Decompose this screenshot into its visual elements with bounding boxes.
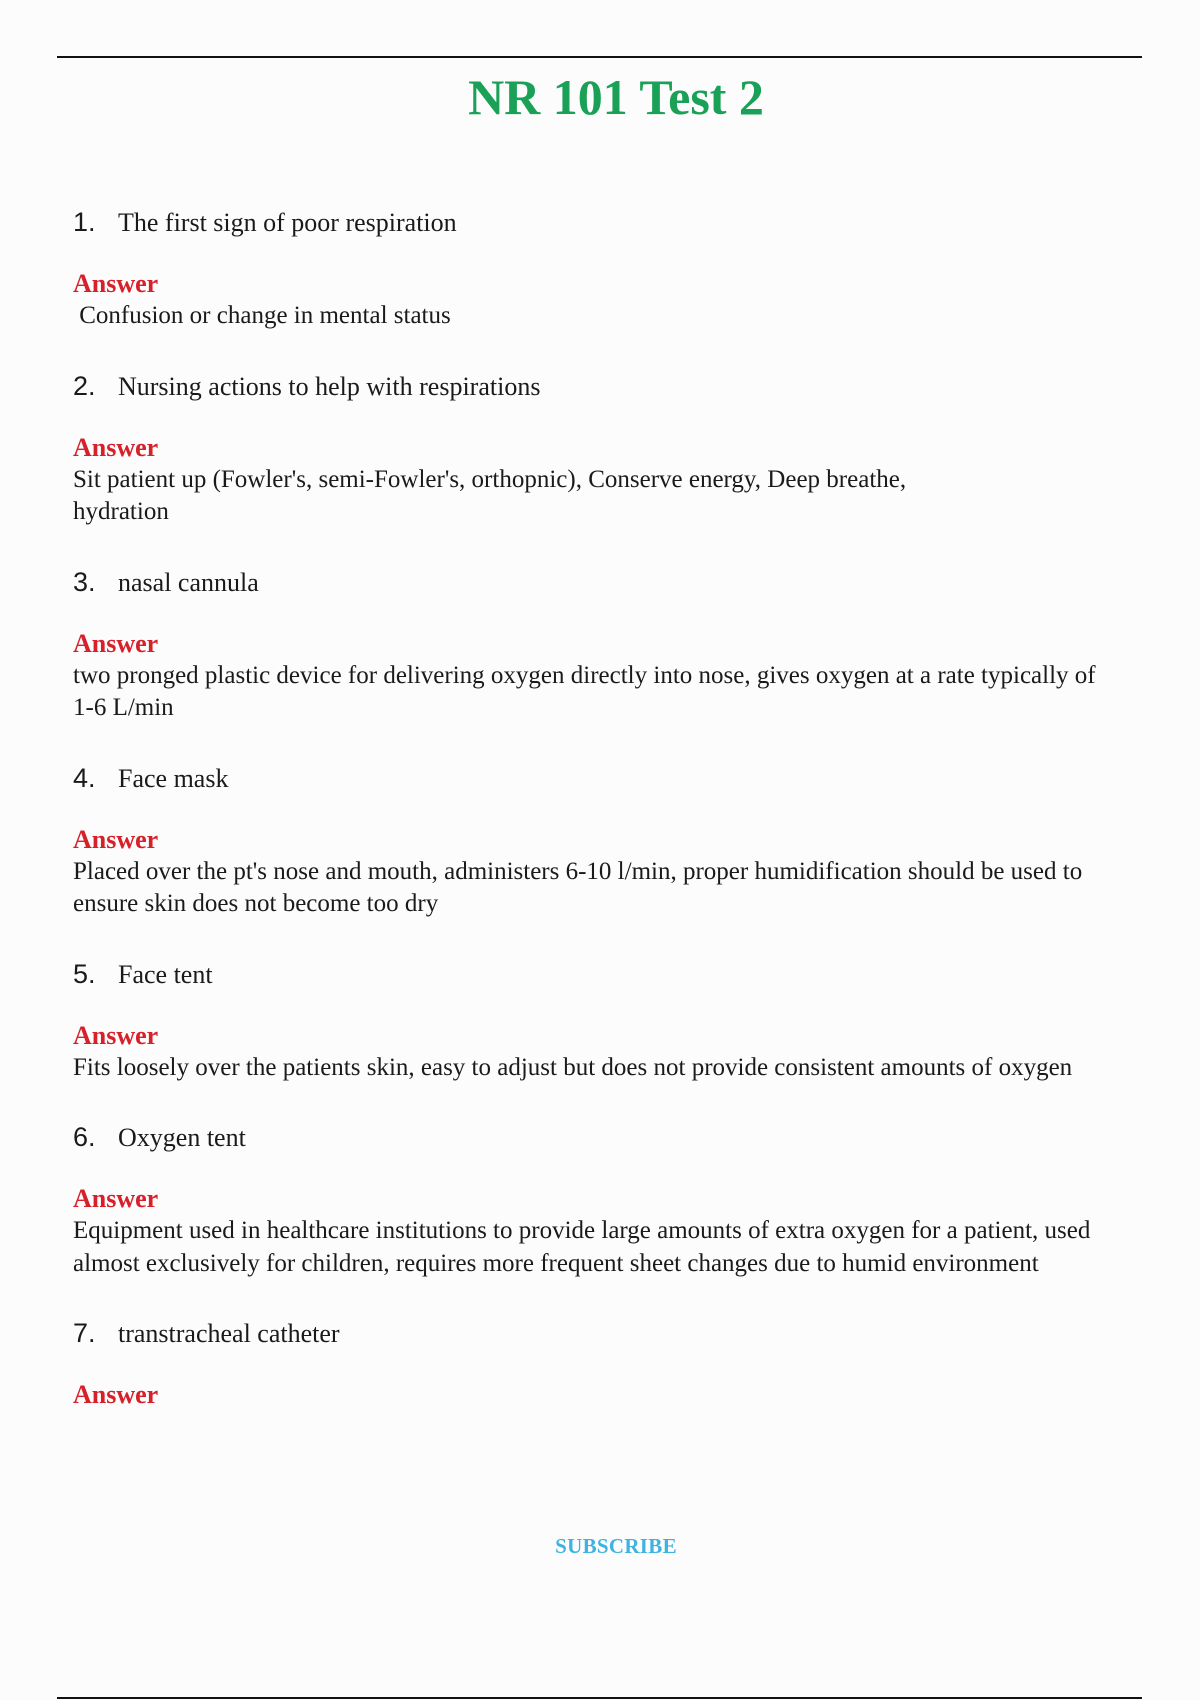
question [73,205,1133,240]
question-number: 5. [73,958,96,989]
qa-item-5 [73,957,1133,1085]
question-text: Face mask [118,763,229,793]
answer-text: Sit patient up (Fowler's, semi-Fowler's, orthopnic), Conserve energy, Deep breathe, hydration [73,465,907,525]
qa-item-6 [73,1120,1133,1280]
question-text: nasal cannula [118,567,259,597]
answer-text: two pronged plastic device for delivering oxygen directly into nose, gives oxygen at a rate typically of 1-6 L/min [73,661,1096,721]
answer-label: Answer [73,432,159,462]
qa-item-2 [73,369,1133,529]
answer-label: Answer [73,1184,159,1213]
subscribe-link[interactable]: SUBSCRIBE [555,1534,677,1558]
question-number: 1. [73,207,96,237]
question [73,957,1133,992]
question-number: 2. [73,370,96,401]
answer-label: Answer [73,269,159,298]
qa-item-4 [73,761,1133,921]
question-number: 4. [73,762,96,793]
qa-item-7 [73,1316,1133,1411]
answer-label: Answer [73,824,159,854]
question-text: Face tent [118,959,213,989]
answer-label: Answer [73,1020,159,1050]
question-number: 7. [73,1318,96,1348]
question [73,1316,1133,1351]
question-text: transtracheal catheter [118,1319,340,1348]
bottom-divider [57,1697,1142,1699]
question [73,1120,1133,1155]
answer-text: Fits loosely over the patients skin, easy to adjust but does not provide consistent amounts of oxygen [73,1053,1073,1081]
answer-text: Placed over the pt's nose and mouth, administers 6-10 l/min, proper humidification should be used to ensure skin does not become too dry [73,857,1083,917]
question [73,565,1133,600]
qa-list [73,205,1133,1411]
question-number: 3. [73,566,96,597]
top-divider [57,56,1142,58]
question-text: Nursing actions to help with respirations [118,371,541,401]
question [73,761,1133,796]
question-number: 6. [73,1122,96,1152]
question [73,369,1133,404]
answer-text: Equipment used in healthcare institutions to provide large amounts of extra oxygen for a patient, used almost exclusively for children, requires more frequent sheet changes due to humid environment [73,1217,1091,1277]
qa-item-3 [73,565,1133,725]
question-text: Oxygen tent [118,1123,246,1152]
answer-label: Answer [73,628,159,658]
qa-item-1 [73,205,1133,333]
answer-text: Confusion or change in mental status [73,302,451,329]
answer-label: Answer [73,1380,159,1409]
question-text: The first sign of poor respiration [118,208,457,237]
page-title: NR 101 Test 2 [468,69,764,125]
